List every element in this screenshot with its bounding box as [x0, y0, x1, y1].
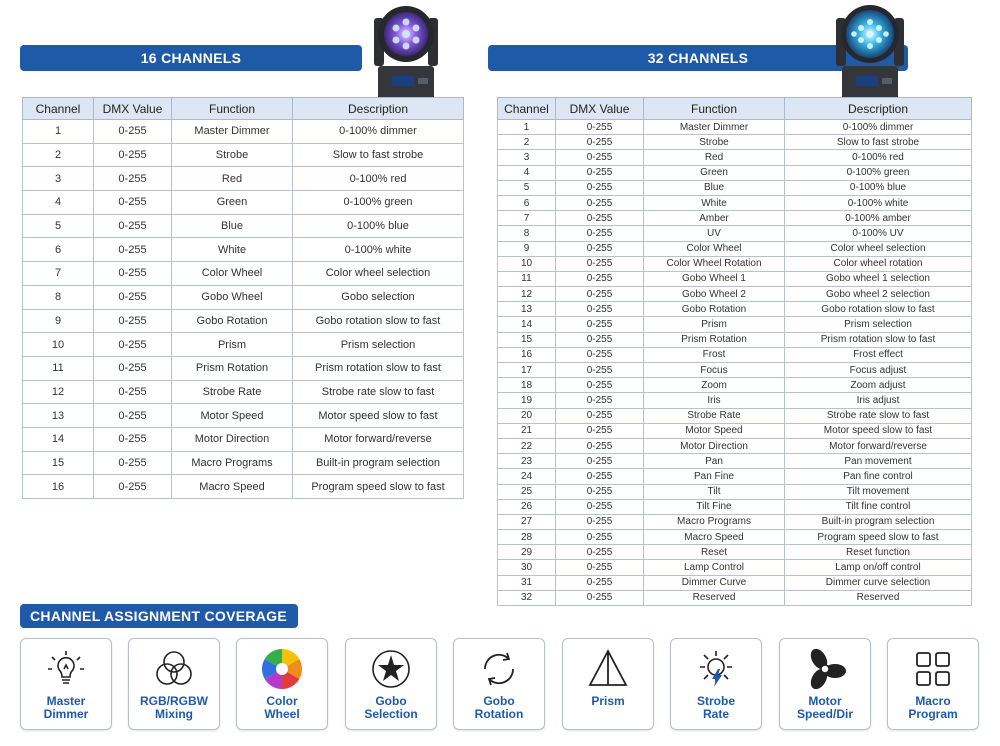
cell-description: 0-100% blue: [293, 214, 464, 238]
cell-dmx-value: 0-255: [94, 475, 172, 499]
tile-label: Gobo Selection: [364, 694, 418, 721]
cell-dmx-value: 0-255: [556, 499, 644, 514]
cell-function: Green: [644, 165, 785, 180]
cell-description: 0-100% green: [293, 191, 464, 215]
cell-description: 0-100% green: [785, 165, 972, 180]
cell-function: Green: [172, 191, 293, 215]
cell-dmx-value: 0-255: [94, 191, 172, 215]
cell-dmx-value: 0-255: [556, 165, 644, 180]
cell-dmx-value: 0-255: [556, 241, 644, 256]
cell-dmx-value: 0-255: [94, 238, 172, 262]
coverage-tiles: [20, 638, 982, 730]
cell-function: Dimmer Curve: [644, 575, 785, 590]
cell-function: Focus: [644, 363, 785, 378]
cell-description: Gobo rotation slow to fast: [785, 302, 972, 317]
section-32-title: 32 CHANNELS: [488, 45, 908, 71]
cell-channel: 19: [498, 393, 556, 408]
cell-description: 0-100% dimmer: [785, 120, 972, 135]
cell-dmx-value: 0-255: [94, 404, 172, 428]
cell-dmx-value: 0-255: [94, 167, 172, 191]
cell-description: Motor forward/reverse: [293, 427, 464, 451]
cell-channel: 10: [498, 256, 556, 271]
cell-function: Motor Speed: [172, 404, 293, 428]
cell-description: Color wheel rotation: [785, 256, 972, 271]
table-row: [498, 378, 972, 393]
cell-function: UV: [644, 226, 785, 241]
cell-channel: 1: [23, 120, 94, 144]
cell-description: Color wheel selection: [293, 262, 464, 286]
cell-dmx-value: 0-255: [556, 150, 644, 165]
cell-description: Dimmer curve selection: [785, 575, 972, 590]
cell-function: Strobe Rate: [172, 380, 293, 404]
cell-description: Motor speed slow to fast: [785, 423, 972, 438]
cell-function: Macro Programs: [644, 514, 785, 529]
cell-function: Pan: [644, 454, 785, 469]
cell-function: Blue: [172, 214, 293, 238]
moving-head-fixture-image: [832, 4, 908, 102]
cell-description: Slow to fast strobe: [785, 135, 972, 150]
cell-channel: 9: [23, 309, 94, 333]
cell-description: Prism selection: [293, 333, 464, 357]
cell-channel: 29: [498, 545, 556, 560]
table-row: [498, 165, 972, 180]
cell-channel: 32: [498, 590, 556, 605]
cell-function: Color Wheel: [172, 262, 293, 286]
cell-description: Gobo rotation slow to fast: [293, 309, 464, 333]
cell-description: 0-100% white: [785, 195, 972, 210]
table-row: [498, 484, 972, 499]
cell-channel: 13: [498, 302, 556, 317]
header-dmx-value: DMX Value: [94, 98, 172, 120]
table-row: [23, 120, 464, 144]
cell-channel: 3: [23, 167, 94, 191]
cell-description: Focus adjust: [785, 363, 972, 378]
cell-function: Gobo Wheel 1: [644, 271, 785, 286]
cell-channel: 25: [498, 484, 556, 499]
cell-description: Built-in program selection: [293, 451, 464, 475]
table-row: [23, 285, 464, 309]
table-row: [498, 332, 972, 347]
cell-dmx-value: 0-255: [556, 195, 644, 210]
cell-function: Frost: [644, 347, 785, 362]
cell-dmx-value: 0-255: [556, 226, 644, 241]
cell-channel: 5: [23, 214, 94, 238]
cell-description: Strobe rate slow to fast: [293, 380, 464, 404]
cell-function: Zoom: [644, 378, 785, 393]
cell-dmx-value: 0-255: [556, 180, 644, 195]
cell-function: Gobo Rotation: [172, 309, 293, 333]
table-row: [498, 575, 972, 590]
rotation-icon: [477, 647, 521, 691]
table-row: [23, 356, 464, 380]
coverage-tile-motor-speed: [779, 638, 871, 730]
cell-channel: 18: [498, 378, 556, 393]
cell-channel: 28: [498, 530, 556, 545]
cell-function: Gobo Wheel 2: [644, 287, 785, 302]
cell-channel: 9: [498, 241, 556, 256]
table-row: [498, 271, 972, 286]
cell-function: Pan Fine: [644, 469, 785, 484]
cell-description: Reset function: [785, 545, 972, 560]
cell-channel: 6: [498, 195, 556, 210]
cell-function: Prism: [644, 317, 785, 332]
cell-dmx-value: 0-255: [556, 590, 644, 605]
table-row: [23, 380, 464, 404]
header-function: Function: [644, 98, 785, 120]
table-row: [498, 363, 972, 378]
table-row: [23, 214, 464, 238]
table-row: [498, 211, 972, 226]
coverage-tile-color-wheel: [236, 638, 328, 730]
cell-description: 0-100% UV: [785, 226, 972, 241]
cell-description: Gobo selection: [293, 285, 464, 309]
cell-dmx-value: 0-255: [94, 427, 172, 451]
cell-description: Tilt fine control: [785, 499, 972, 514]
table-row: [498, 423, 972, 438]
cell-dmx-value: 0-255: [556, 135, 644, 150]
coverage-tile-gobo-selection: [345, 638, 437, 730]
cell-description: Reserved: [785, 590, 972, 605]
cell-channel: 15: [23, 451, 94, 475]
table-row: [498, 514, 972, 529]
cell-dmx-value: 0-255: [556, 332, 644, 347]
cell-function: Iris: [644, 393, 785, 408]
table-row: [498, 438, 972, 453]
cell-function: Lamp Control: [644, 560, 785, 575]
table-row: [498, 560, 972, 575]
table-header-row: [23, 98, 464, 120]
cell-function: Amber: [644, 211, 785, 226]
color-wheel-icon: [260, 647, 304, 691]
table-row: [23, 451, 464, 475]
cell-function: Macro Speed: [172, 475, 293, 499]
cell-description: Pan fine control: [785, 469, 972, 484]
table-row: [23, 262, 464, 286]
cell-dmx-value: 0-255: [94, 143, 172, 167]
cell-function: White: [172, 238, 293, 262]
cell-description: 0-100% red: [293, 167, 464, 191]
tile-label: Macro Program: [908, 694, 958, 721]
cell-dmx-value: 0-255: [94, 309, 172, 333]
cell-channel: 24: [498, 469, 556, 484]
header-function: Function: [172, 98, 293, 120]
table-row: [498, 256, 972, 271]
cell-function: Prism: [172, 333, 293, 357]
cell-description: Motor forward/reverse: [785, 438, 972, 453]
cell-channel: 13: [23, 404, 94, 428]
header-channel: Channel: [498, 98, 556, 120]
cell-channel: 22: [498, 438, 556, 453]
cell-dmx-value: 0-255: [94, 262, 172, 286]
cell-description: 0-100% amber: [785, 211, 972, 226]
cell-dmx-value: 0-255: [556, 287, 644, 302]
cell-dmx-value: 0-255: [556, 378, 644, 393]
cell-dmx-value: 0-255: [556, 408, 644, 423]
coverage-tile-gobo-rotation: [453, 638, 545, 730]
cell-channel: 14: [498, 317, 556, 332]
cell-channel: 15: [498, 332, 556, 347]
cell-description: Iris adjust: [785, 393, 972, 408]
table-row: [498, 226, 972, 241]
cell-function: Red: [644, 150, 785, 165]
cell-function: Master Dimmer: [644, 120, 785, 135]
table-row: [23, 404, 464, 428]
cell-channel: 12: [498, 287, 556, 302]
table-row: [498, 180, 972, 195]
cell-function: Strobe: [644, 135, 785, 150]
strobe-icon: [694, 647, 738, 691]
header-channel: Channel: [23, 98, 94, 120]
cell-description: 0-100% white: [293, 238, 464, 262]
cell-dmx-value: 0-255: [556, 545, 644, 560]
cell-channel: 2: [498, 135, 556, 150]
cell-channel: 26: [498, 499, 556, 514]
table-row: [498, 545, 972, 560]
coverage-tile-strobe-rate: [670, 638, 762, 730]
cell-function: Strobe: [172, 143, 293, 167]
cell-dmx-value: 0-255: [556, 560, 644, 575]
cell-channel: 12: [23, 380, 94, 404]
cell-description: Zoom adjust: [785, 378, 972, 393]
header-description: Description: [293, 98, 464, 120]
cell-dmx-value: 0-255: [556, 484, 644, 499]
cell-channel: 5: [498, 180, 556, 195]
cell-description: 0-100% red: [785, 150, 972, 165]
cell-dmx-value: 0-255: [556, 347, 644, 362]
cell-channel: 3: [498, 150, 556, 165]
cell-channel: 14: [23, 427, 94, 451]
cell-channel: 16: [498, 347, 556, 362]
cell-dmx-value: 0-255: [556, 211, 644, 226]
cell-function: Prism Rotation: [172, 356, 293, 380]
cell-channel: 20: [498, 408, 556, 423]
cell-dmx-value: 0-255: [556, 575, 644, 590]
cell-dmx-value: 0-255: [94, 120, 172, 144]
table-row: [498, 302, 972, 317]
section-16-title: 16 CHANNELS: [20, 45, 362, 71]
table-row: [23, 333, 464, 357]
cell-dmx-value: 0-255: [556, 317, 644, 332]
cell-channel: 7: [498, 211, 556, 226]
cell-channel: 21: [498, 423, 556, 438]
color-mixing-icon: [152, 647, 196, 691]
table-row: [498, 590, 972, 605]
cell-dmx-value: 0-255: [94, 451, 172, 475]
cell-channel: 2: [23, 143, 94, 167]
cell-dmx-value: 0-255: [556, 423, 644, 438]
coverage-title: CHANNEL ASSIGNMENT COVERAGE: [20, 604, 298, 628]
table-row: [23, 191, 464, 215]
cell-channel: 11: [23, 356, 94, 380]
table-row: [498, 408, 972, 423]
tile-label: Master Dimmer: [43, 694, 89, 721]
header-dmx-value: DMX Value: [556, 98, 644, 120]
cell-channel: 23: [498, 454, 556, 469]
table-row: [498, 454, 972, 469]
cell-function: Macro Speed: [644, 530, 785, 545]
cell-description: Lamp on/off control: [785, 560, 972, 575]
table-row: [498, 195, 972, 210]
cell-channel: 10: [23, 333, 94, 357]
cell-description: 0-100% blue: [785, 180, 972, 195]
cell-dmx-value: 0-255: [556, 393, 644, 408]
cell-channel: 30: [498, 560, 556, 575]
tile-label: Gobo Rotation: [474, 694, 524, 721]
table-row: [498, 347, 972, 362]
cell-description: Gobo wheel 2 selection: [785, 287, 972, 302]
cell-description: Program speed slow to fast: [293, 475, 464, 499]
cell-dmx-value: 0-255: [556, 530, 644, 545]
cell-function: Motor Direction: [644, 438, 785, 453]
cell-description: Program speed slow to fast: [785, 530, 972, 545]
cell-function: Motor Speed: [644, 423, 785, 438]
cell-function: Gobo Rotation: [644, 302, 785, 317]
cell-channel: 16: [23, 475, 94, 499]
cell-description: Pan movement: [785, 454, 972, 469]
channel-table-32: [497, 97, 972, 606]
cell-description: 0-100% dimmer: [293, 120, 464, 144]
table-row: [498, 120, 972, 135]
tile-label: RGB/RGBW Mixing: [140, 694, 208, 721]
tile-label: Prism: [591, 694, 625, 708]
cell-channel: 8: [498, 226, 556, 241]
cell-dmx-value: 0-255: [556, 271, 644, 286]
table-row: [23, 143, 464, 167]
gobo-icon: [369, 647, 413, 691]
cell-function: Color Wheel: [644, 241, 785, 256]
cell-function: Blue: [644, 180, 785, 195]
tile-label: Strobe Rate: [696, 694, 735, 721]
cell-channel: 1: [498, 120, 556, 135]
header-description: Description: [785, 98, 972, 120]
cell-dmx-value: 0-255: [556, 438, 644, 453]
cell-dmx-value: 0-255: [94, 214, 172, 238]
cell-dmx-value: 0-255: [556, 469, 644, 484]
cell-dmx-value: 0-255: [556, 256, 644, 271]
cell-channel: 4: [23, 191, 94, 215]
cell-function: Red: [172, 167, 293, 191]
cell-description: Gobo wheel 1 selection: [785, 271, 972, 286]
cell-description: Prism rotation slow to fast: [785, 332, 972, 347]
cell-dmx-value: 0-255: [94, 333, 172, 357]
channel-table-16: [22, 97, 464, 499]
cell-dmx-value: 0-255: [556, 120, 644, 135]
table-row: [23, 475, 464, 499]
table-row: [498, 530, 972, 545]
cell-dmx-value: 0-255: [556, 514, 644, 529]
cell-description: Motor speed slow to fast: [293, 404, 464, 428]
moving-head-fixture-image: [370, 4, 442, 102]
table-row: [23, 309, 464, 333]
table-row: [23, 167, 464, 191]
cell-description: Tilt movement: [785, 484, 972, 499]
cell-function: Motor Direction: [172, 427, 293, 451]
cell-channel: 31: [498, 575, 556, 590]
cell-function: Strobe Rate: [644, 408, 785, 423]
cell-function: Color Wheel Rotation: [644, 256, 785, 271]
cell-dmx-value: 0-255: [556, 363, 644, 378]
lightbulb-icon: [44, 647, 88, 691]
fan-icon: [803, 647, 847, 691]
cell-function: Tilt: [644, 484, 785, 499]
cell-description: Color wheel selection: [785, 241, 972, 256]
cell-channel: 17: [498, 363, 556, 378]
cell-function: Master Dimmer: [172, 120, 293, 144]
table-row: [498, 393, 972, 408]
table-row: [23, 238, 464, 262]
cell-channel: 6: [23, 238, 94, 262]
cell-dmx-value: 0-255: [556, 302, 644, 317]
table-row: [498, 150, 972, 165]
coverage-tile-master-dimmer: [20, 638, 112, 730]
cell-description: Built-in program selection: [785, 514, 972, 529]
cell-function: Reset: [644, 545, 785, 560]
cell-function: Gobo Wheel: [172, 285, 293, 309]
cell-dmx-value: 0-255: [556, 454, 644, 469]
cell-dmx-value: 0-255: [94, 285, 172, 309]
coverage-tile-rgb-mixing: [128, 638, 220, 730]
cell-channel: 11: [498, 271, 556, 286]
cell-function: Macro Programs: [172, 451, 293, 475]
table-row: [23, 427, 464, 451]
cell-dmx-value: 0-255: [94, 380, 172, 404]
table-row: [498, 499, 972, 514]
coverage-tile-prism: [562, 638, 654, 730]
cell-channel: 8: [23, 285, 94, 309]
cell-description: Prism rotation slow to fast: [293, 356, 464, 380]
tile-label: Color Wheel: [264, 694, 300, 721]
table-header-row: [498, 98, 972, 120]
coverage-tile-macro-program: [887, 638, 979, 730]
cell-function: White: [644, 195, 785, 210]
cell-description: Strobe rate slow to fast: [785, 408, 972, 423]
table-row: [498, 241, 972, 256]
cell-description: Slow to fast strobe: [293, 143, 464, 167]
grid-icon: [911, 647, 955, 691]
cell-function: Prism Rotation: [644, 332, 785, 347]
table-row: [498, 317, 972, 332]
table-row: [498, 469, 972, 484]
cell-dmx-value: 0-255: [94, 356, 172, 380]
tile-label: Motor Speed/Dir: [796, 694, 853, 721]
table-row: [498, 287, 972, 302]
cell-channel: 7: [23, 262, 94, 286]
cell-description: Frost effect: [785, 347, 972, 362]
cell-description: Prism selection: [785, 317, 972, 332]
cell-channel: 4: [498, 165, 556, 180]
prism-icon: [586, 647, 630, 691]
cell-function: Reserved: [644, 590, 785, 605]
cell-function: Tilt Fine: [644, 499, 785, 514]
table-row: [498, 135, 972, 150]
cell-channel: 27: [498, 514, 556, 529]
